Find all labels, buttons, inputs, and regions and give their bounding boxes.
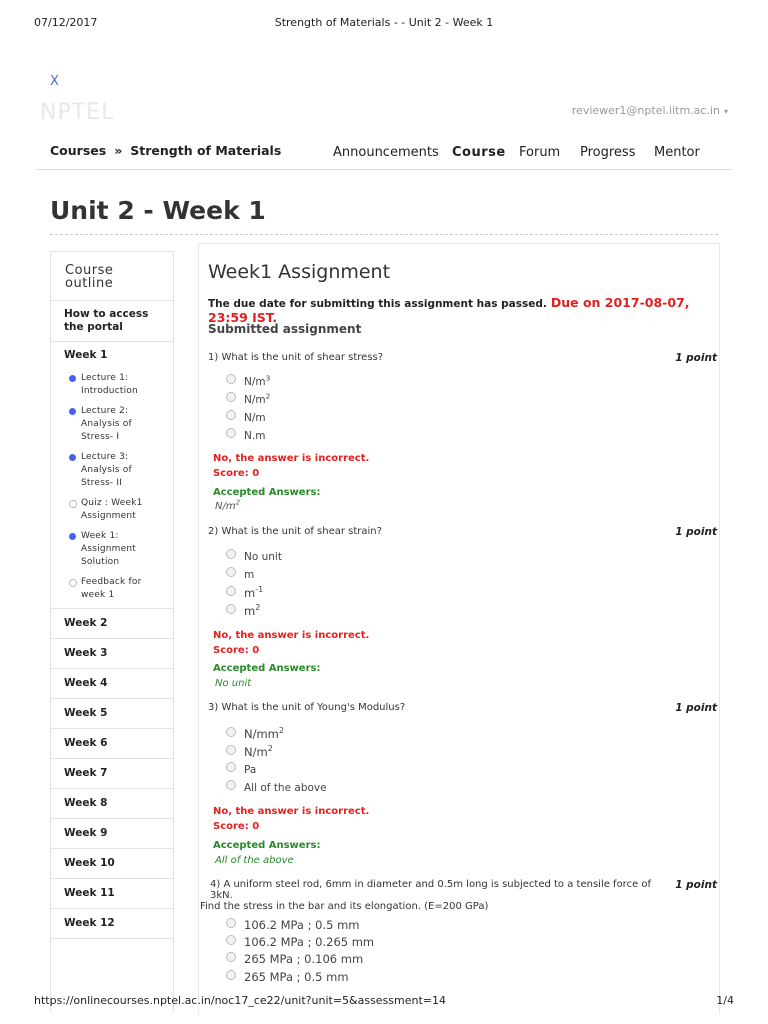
assignment-title: Week1 Assignment	[208, 261, 391, 283]
close-icon[interactable]: X	[50, 74, 59, 89]
question-2-points: 1 point	[675, 526, 717, 538]
user-email: reviewer1@nptel.iitm.ac.in	[571, 104, 720, 117]
nav-course[interactable]: Course	[452, 145, 506, 160]
radio-button[interactable]	[226, 935, 236, 945]
nav-mentor[interactable]: Mentor	[654, 145, 700, 160]
q1-score: Score: 0	[213, 468, 260, 479]
sidebar-subitem-label: Analysis of	[81, 465, 132, 475]
question-1-points: 1 point	[675, 352, 717, 364]
q3-accepted-heading: Accepted Answers:	[213, 840, 321, 851]
q3-score: Score: 0	[213, 821, 260, 832]
question-3-text: 3) What is the unit of Young's Modulus?	[208, 702, 406, 713]
option-label: N/mm	[244, 727, 279, 741]
sidebar-item-week[interactable]: Week 8	[51, 789, 173, 819]
sidebar-item-label: How to access	[64, 308, 149, 320]
sidebar-item-how-to-access[interactable]	[51, 301, 173, 342]
option-superscript: 3	[265, 373, 271, 383]
sidebar-subitem-label: Lecture 1:	[81, 373, 129, 383]
sidebar-heading-line: Course	[65, 263, 114, 278]
option-superscript: 2	[278, 726, 285, 736]
page-title: Unit 2 - Week 1	[50, 196, 266, 225]
completed-dot-icon	[69, 375, 76, 382]
radio-button[interactable]	[226, 392, 236, 402]
accepted-answer-text: N/m	[215, 501, 236, 512]
radio-button[interactable]	[226, 918, 236, 928]
option-superscript: 2	[267, 744, 273, 754]
q3-option-4[interactable]	[226, 782, 327, 794]
option-label: 106.2 MPa ; 0.265 mm	[244, 935, 375, 949]
q2-accepted-answer: No unit	[215, 678, 252, 689]
q3-option-3[interactable]	[226, 764, 256, 776]
sidebar-subitem-label: week 1	[81, 590, 115, 600]
sidebar-subitem-label: Lecture 2:	[81, 406, 129, 416]
option-label: All of the above	[244, 782, 327, 794]
sidebar-subitem[interactable]	[51, 573, 173, 606]
q1-option-4[interactable]	[226, 430, 265, 442]
q4-option-1[interactable]	[226, 918, 360, 932]
sidebar-heading-line: outline	[65, 276, 114, 291]
q2-incorrect-feedback: No, the answer is incorrect.	[213, 630, 370, 641]
q2-option-4[interactable]	[226, 604, 260, 618]
q3-option-1[interactable]	[226, 727, 284, 741]
option-label: No unit	[244, 551, 282, 563]
sidebar-item-week[interactable]: Week 4	[51, 669, 173, 699]
submitted-heading: Submitted assignment	[208, 322, 362, 336]
sidebar-item-label: the portal	[64, 321, 123, 333]
question-1-text: 1) What is the unit of shear stress?	[208, 352, 384, 363]
breadcrumb	[50, 143, 281, 158]
radio-button[interactable]	[226, 762, 236, 772]
sidebar-subitem-label: Stress- II	[81, 478, 123, 488]
option-label: N/m	[244, 394, 266, 406]
radio-button[interactable]	[226, 745, 236, 755]
option-label: m	[244, 604, 256, 618]
option-label: 265 MPa ; 0.5 mm	[244, 970, 349, 984]
question-2-text: 2) What is the unit of shear strain?	[208, 526, 382, 537]
breadcrumb-separator: »	[114, 143, 123, 158]
sidebar-subitem-label: Solution	[81, 557, 120, 567]
q1-option-1[interactable]	[226, 373, 271, 388]
question-4-line: 4) A uniform steel rod, 6mm in diameter and 0.5m long is subjected to a tensile force of 3kN.	[210, 879, 652, 901]
question-3-points: 1 point	[675, 702, 717, 714]
sidebar-subitem[interactable]	[51, 402, 173, 448]
option-label: N/m	[244, 745, 268, 759]
nav-forum[interactable]: Forum	[519, 145, 561, 160]
sidebar-item-week-1[interactable]: Week 1	[64, 349, 108, 361]
radio-button[interactable]	[226, 604, 236, 614]
print-url: https://onlinecourses.nptel.ac.in/noc17_ce22/unit?unit=5&assessment=14	[34, 994, 447, 1007]
sidebar-subitem-label: Analysis of	[81, 419, 132, 429]
option-label: N/m	[244, 412, 266, 424]
radio-button[interactable]	[226, 970, 236, 980]
radio-button[interactable]	[226, 727, 236, 737]
q2-accepted-heading: Accepted Answers:	[213, 663, 321, 674]
radio-button[interactable]	[226, 567, 236, 577]
option-label: m	[244, 569, 255, 581]
radio-button[interactable]	[226, 952, 236, 962]
question-4-line: Find the stress in the bar and its elongation. (E=200 GPa)	[200, 901, 489, 912]
sidebar-subitem-label: Lecture 3:	[81, 452, 129, 462]
q2-option-3[interactable]	[226, 586, 263, 600]
q3-option-2[interactable]	[226, 745, 273, 759]
option-superscript: 2	[265, 391, 271, 401]
sidebar-item-week[interactable]: Week 11	[51, 879, 173, 909]
option-label: m	[244, 586, 256, 600]
completed-dot-icon	[69, 454, 76, 461]
sidebar-subitem-label: Assignment	[81, 544, 136, 554]
header-divider	[36, 169, 732, 170]
sidebar-item-week[interactable]: Week 6	[51, 729, 173, 759]
pending-dot-icon	[69, 579, 77, 587]
radio-button[interactable]	[226, 586, 236, 596]
q4-option-4[interactable]	[226, 970, 349, 984]
course-outline-sidebar	[50, 251, 174, 1012]
q1-option-2[interactable]	[226, 391, 271, 406]
sidebar-subitem[interactable]	[51, 494, 173, 527]
option-label: 265 MPa ; 0.106 mm	[244, 952, 364, 966]
print-date: 07/12/2017	[34, 16, 98, 29]
sidebar-subitem[interactable]	[51, 527, 173, 573]
breadcrumb-course[interactable]: Strength of Materials	[130, 143, 282, 158]
q3-accepted-answer: All of the above	[215, 855, 294, 866]
q2-score: Score: 0	[213, 645, 260, 656]
sidebar-item-week[interactable]: Week 10	[51, 849, 173, 879]
breadcrumb-courses[interactable]: Courses	[50, 143, 107, 158]
q2-option-1[interactable]	[226, 551, 282, 563]
week-1-subitems	[51, 369, 173, 609]
sidebar-item-week[interactable]: Week 5	[51, 699, 173, 729]
radio-button[interactable]	[226, 410, 236, 420]
question-4-points: 1 point	[675, 879, 717, 891]
option-superscript: 2	[255, 603, 261, 613]
radio-button[interactable]	[226, 549, 236, 559]
nav-progress[interactable]: Progress	[580, 145, 636, 160]
q2-option-2[interactable]	[226, 569, 254, 581]
sidebar-subitem-label: Quiz : Week1	[81, 498, 143, 508]
option-label: N.m	[244, 430, 266, 442]
radio-button[interactable]	[226, 374, 236, 384]
sidebar-subitem-label: Assignment	[81, 511, 136, 521]
completed-dot-icon	[69, 408, 76, 415]
q1-option-3[interactable]	[226, 412, 266, 424]
sidebar-heading	[51, 252, 173, 301]
due-text: The due date for submitting this assignment has passed.	[208, 298, 547, 310]
sidebar-subitem-label: Feedback for	[81, 577, 142, 587]
sidebar-subitem-label: Week 1:	[81, 531, 119, 541]
sidebar-subitem-label: Introduction	[81, 386, 138, 396]
sidebar-subitem[interactable]	[51, 448, 173, 494]
q3-incorrect-feedback: No, the answer is incorrect.	[213, 806, 370, 817]
page-number: 1/4	[716, 994, 734, 1007]
question-4-text	[200, 879, 658, 912]
sidebar-subitem[interactable]	[51, 369, 173, 402]
due-date: Due on 2017-08-07, 23:59 IST.	[208, 295, 690, 325]
sidebar-item-week[interactable]: Week 9	[51, 819, 173, 849]
q1-accepted-answer	[215, 498, 241, 512]
print-title: Strength of Materials - - Unit 2 - Week 1	[274, 16, 494, 29]
accepted-answer-superscript: 2	[235, 498, 241, 507]
due-notice	[208, 295, 719, 325]
option-label: N/m	[244, 376, 266, 388]
nav-announcements[interactable]: Announcements	[333, 145, 439, 160]
assignment-panel	[198, 243, 720, 1014]
sidebar-subitem-label: Stress- I	[81, 432, 120, 442]
sidebar-item-week[interactable]: Week 12	[51, 909, 173, 939]
sidebar-item-week[interactable]: Week 2	[51, 609, 173, 639]
option-superscript: -1	[255, 585, 264, 595]
q1-accepted-heading: Accepted Answers:	[213, 487, 321, 498]
user-menu[interactable]	[572, 104, 728, 117]
radio-button[interactable]	[226, 428, 236, 438]
radio-button[interactable]	[226, 780, 236, 790]
pending-dot-icon	[69, 500, 77, 508]
nptel-logo: NPTEL	[40, 100, 115, 125]
q1-incorrect-feedback: No, the answer is incorrect.	[213, 453, 370, 464]
sidebar-item-week[interactable]: Week 7	[51, 759, 173, 789]
sidebar-item-week[interactable]: Week 3	[51, 639, 173, 669]
q4-option-3[interactable]	[226, 952, 363, 966]
chevron-down-icon: ▾	[723, 107, 728, 116]
week-list	[51, 609, 173, 939]
option-label: Pa	[244, 764, 257, 776]
completed-dot-icon	[69, 533, 76, 540]
title-divider	[50, 234, 718, 235]
q4-option-2[interactable]	[226, 935, 374, 949]
option-label: 106.2 MPa ; 0.5 mm	[244, 918, 360, 932]
